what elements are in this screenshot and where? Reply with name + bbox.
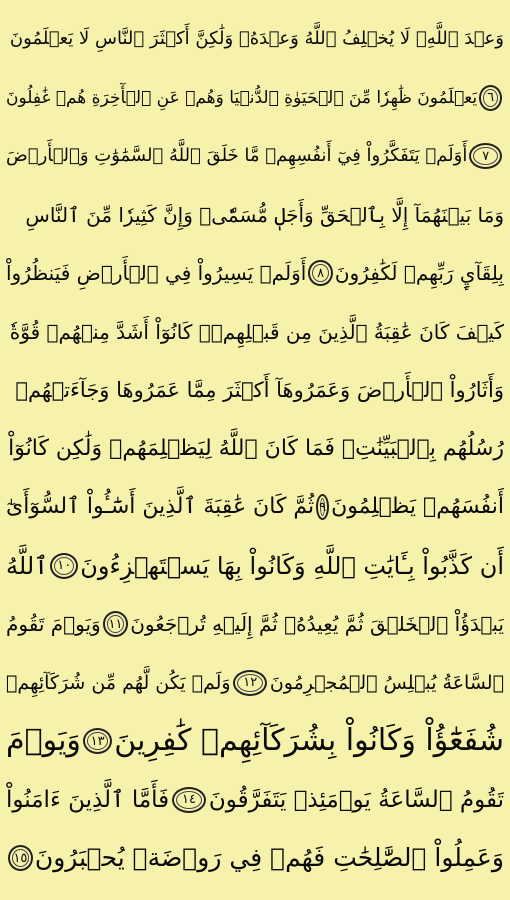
verse-line [6,773,504,827]
verse-text: أَن كَذَّبُواْ بِـَٔايَٰتِ ٱللَّهِ وَكَانُواْ بِهَا يَسۡتَهۡزِءُونَ [80,551,504,580]
verse-line [6,363,504,417]
ayah-number: ١٤ [182,792,196,807]
verse-text: وَعَمِلُواْ ٱلصَّٰلِحَٰتِ فَهُمۡ فِي رَوۡضَةٖ يُحۡبَرُونَ [34,843,504,872]
ayah-number-marker [479,85,502,111]
ayah-number: ١٢ [243,675,258,690]
ayah-number: ١١ [108,616,123,632]
ayah-number-marker [103,611,128,637]
verse-line [6,12,504,66]
verse-text: رُسُلُهُم بِٱلۡبَيِّنَٰتِۖ فَمَا كَانَ ٱللَّهُ لِيَظۡلِمَهُمۡ وَلَٰكِن كَانُوٓاْ [8,435,504,461]
verse-text: ثُمَّ كَانَ عَٰقِبَةَ ٱلَّذِينَ أَسَٰٓـُٔواْ ٱلسُّوٓأَىٰٓ [6,494,315,519]
verse-line [6,831,504,885]
ayah-number-marker [308,260,333,286]
verse-text: أَوَلَمۡ يَتَفَكَّرُواْ فِيٓ أَنفُسِهِمۗ مَّا خَلَقَ ٱللَّهُ ٱلسَّمَٰوَٰتِ وَٱلۡأَرۡضَ [6,145,468,166]
verse-text: أَنفُسَهُمۡ يَظۡلِمُونَ [331,494,504,519]
ayah-number: ٧ [482,148,490,164]
verse-text: وَلَمۡ يَكُن لَّهُم مِّن شُرَكَآئِهِمۡ [6,671,231,694]
verse-text: يَبۡدَؤُاْ ٱلۡخَلۡقَ ثُمَّ يُعِيدُهُۥ ثُمَّ إِلَيۡهِ تُرۡجَعُونَ [130,612,504,636]
verse-text: تَقُومُ ٱلسَّاعَةُ يَوۡمَئِذٖ يَتَفَرَّقُونَ [208,786,504,813]
verse-line [6,480,504,534]
ayah-number-marker [469,143,502,169]
verse-line [6,597,504,651]
verse-text: وَمَا بَيۡنَهُمَآ إِلَّا بِٱلۡحَقِّ وَأَجَلٖ مُّسَمّٗىۗ وَإِنَّ كَثِيرٗا مِّنَ ٱلنَّاسِ [25,202,504,227]
verse-line [6,188,504,242]
ayah-number-marker [316,494,329,520]
verse-text: أَوَلَمۡ يَسِيرُواْ فِي ٱلۡأَرۡضِ فَيَنظُرُواْ [6,261,307,285]
verse-text: وَأَثَارُواْ ٱلۡأَرۡضَ وَعَمَرُوهَآ أَكۡثَرَ مِمَّا عَمَرُوهَا وَجَآءَتۡهُمۡ [15,378,504,402]
ayah-number: ٩ [319,499,327,515]
verse-text: ٱلسَّاعَةُ يُبۡلِسُ ٱلۡمُجۡرِمُونَ [269,671,504,694]
verse-text: كَيۡفَ كَانَ عَٰقِبَةُ ٱلَّذِينَ مِن قَبۡلِهِمۡۚ كَانُوٓاْ أَشَدَّ مِنۡهُمۡ قُوَّةٗ [9,319,504,344]
ayah-number-marker [8,845,33,871]
ayah-number: ١٠ [57,558,72,573]
verse-text: وَعۡدَ ٱللَّهِۖ لَا يُخۡلِفُ ٱللَّهُ وَعۡدَهُۥ وَلَٰكِنَّ أَكۡثَرَ ٱلنَّاسِ لَا يَعۡلَمُونَ [9,28,504,49]
verse-text: وَيَوۡمَ [6,723,81,758]
verse-line [6,422,504,476]
ayah-number-marker [50,553,78,579]
verse-text: شُفَعَٰٓؤُاْ وَكَانُواْ بِشُرَكَآئِهِمۡ كَٰفِرِينَ [114,723,504,758]
ayah-number-marker [233,670,267,696]
verse-line [6,71,504,125]
ayah-number-marker [83,728,112,754]
verse-line [6,246,504,300]
verse-text: ٱللَّهُ [6,551,49,580]
ayah-number: ١٣ [90,733,105,749]
verse-text: فَأَمَّا ٱلَّذِينَ ءَامَنُواْ [6,786,170,813]
ayah-number-marker [172,787,206,813]
ayah-number: ٨ [317,265,325,281]
verse-text: وَيَوۡمَ تَقُومُ [6,612,101,636]
verse-line [6,539,504,593]
verse-line [6,656,504,710]
verse-line [6,129,504,183]
ayah-number: ٦ [487,90,495,105]
ayah-number: ١٥ [13,850,28,866]
verse-text: يَعۡلَمُونَ ظَٰهِرٗا مِّنَ ٱلۡحَيَوٰةِ ٱلدُّنۡيَا وَهُمۡ عَنِ ٱلۡأٓخِرَةِ هُمۡ غَٰفِلُونَ [6,87,478,108]
verse-line [6,714,504,768]
verse-line [6,305,504,359]
verse-text: بِلِقَآيِٕ رَبِّهِمۡ لَكَٰفِرُونَ [334,261,504,285]
